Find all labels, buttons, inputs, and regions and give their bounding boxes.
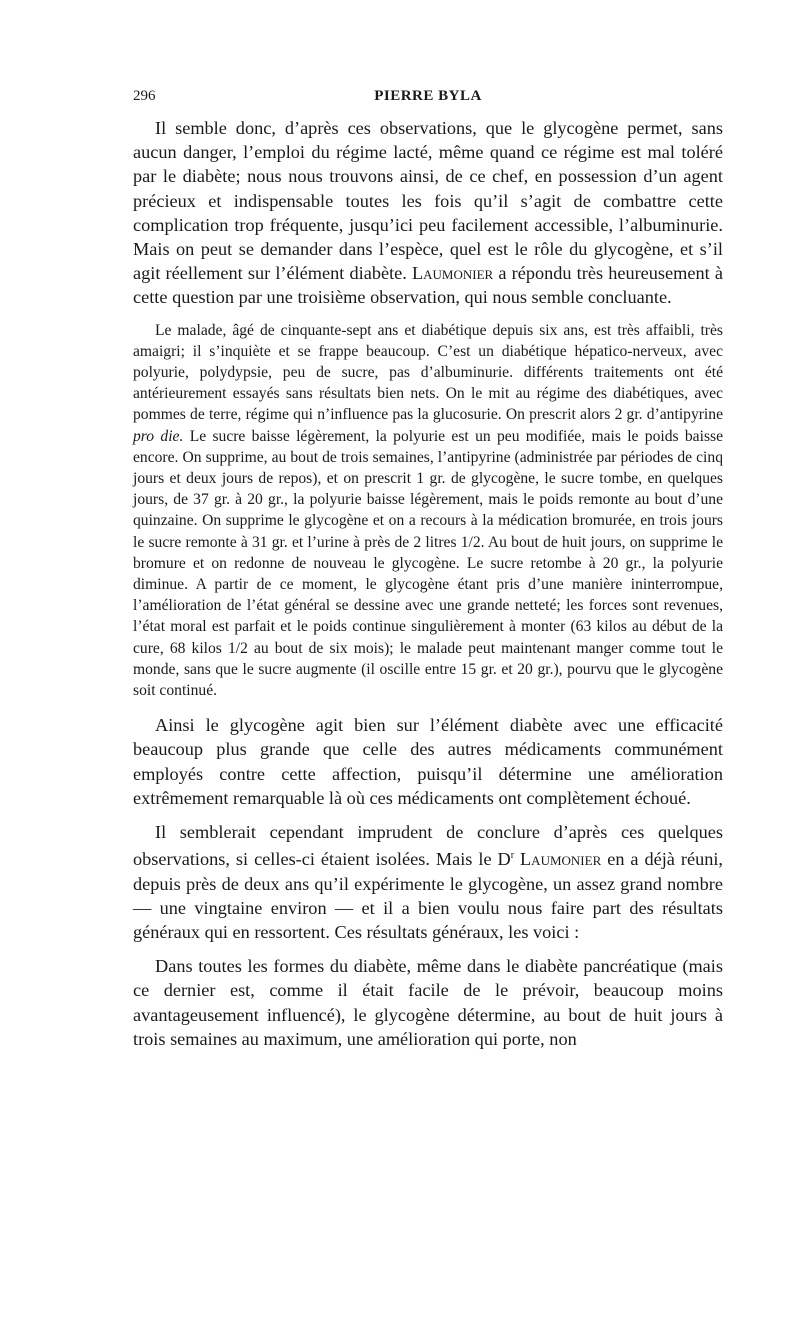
case-observation-text: Le malade, âgé de cinquante-sept ans et diabétique depuis six ans, est très affaibli, très amaigri; il s’inquiète et se frappe beaucoup. C’est un diabétique hépatico-nerveux, avec polyurie, polydypsie, peu de sucre, pas d’albuminurie. différents traitements ont été antérieurement essayés sans résultats bien nets. On le mit au régime des diabétiques, avec pommes de terre, régime qui n’influence pas la glucosurie. On prescrit alors 2 gr. d’antipyrine <box>133 321 723 424</box>
case-observation <box>133 320 723 702</box>
case-observation-text-end: Le sucre baisse légèrement, la polyurie est un peu modifiée, mais le poids baisse encore. On supprime, au bout de trois semaines, l’antipyrine (administrée par périodes de cinq jours et deux jours de repos), et on prescrit 1 gr. de glycogène, le sucre tombe, en quelques jours, de 37 gr. à 20 gr., la polyurie baisse légèrement, mais le poids remonte au bout d’une quinzaine. On supprime le glycogène et on a recours à la médication bromurée, en trois jours le sucre remonte à 31 gr. et l’urine à près de 2 litres 1/2. Au bout de huit jours, on supprime le bromure et on redonne de nouveau le glycogène. Le sucre retombe à 20 gr., la polyurie diminue. A partir de ce moment, le glycogène étant pris d’une manière ininterrompue, l’amélioration de l’état général se dessine avec une grande netteté; les forces sont revenues, l’état moral est parfait et le poids continue singulièrement à monter (63 kilos au début de la cure, 68 kilos 1/2 au bout de six mois); le malade peut maintenant manger comme tout le monde, sans que le sucre augmente (il oscille entre 15 gr. et 20 gr.), pourvu que le glycogène soit continué. <box>133 427 723 700</box>
page-number: 296 <box>133 88 156 104</box>
paragraph-intro <box>133 116 723 310</box>
paragraph-conclusion: Ainsi le glycogène agit bien sur l’élément diabète avec une efficacité beaucoup plus grande que celle des autres médicaments communément employés contre cette affection, puisqu’il détermine une amélioration extrêmement remarquable là où ces médicaments ont complètement échoué. <box>133 715 723 808</box>
doctor-superscript: r <box>510 850 515 862</box>
document-page <box>133 88 723 1051</box>
running-header <box>133 88 723 110</box>
paragraph-intro-text: Il semble donc, d’après ces observations, que le glycogène permet, sans aucun danger, l’emploi du régime lacté, même quand ce régime est mal toléré par le diabète; nous nous trouvons ainsi, de ce chef, en possession d’un agent précieux et indispensable toutes les fois qu’il s’agit de combattre cette complication trop fréquente, jusqu’ici peu facilement accessible, l’albuminurie. Mais on peut se demander dans l’espèce, quel est le rôle du glycogène, et s’il agit réellement sur l’élément diabète. <box>133 118 723 284</box>
author-name: Laumonier <box>411 263 494 284</box>
paragraph-intro-text-end: a répondu très heureusement à cette question par une troisième observation, qui nous semble concluante. <box>133 263 723 308</box>
author-name-2: Laumonier <box>520 849 602 870</box>
running-title: PIERRE BYLA <box>374 88 482 104</box>
case-observation-italic: pro die. <box>133 427 184 445</box>
paragraph-results-intro-text: Il semblerait cependant imprudent de conclure d’après ces quelques observations, si celles-ci étaient isolées. Mais le D <box>133 822 723 870</box>
paragraph-results: Dans toutes les formes du diabète, même dans le diabète pancréatique (mais ce dernier est, comme il était facile de le prévoir, beaucoup moins avantageusement influencé), le glycogène détermine, au bout de huit jours à trois semaines au maximum, une amélioration qui porte, non <box>133 956 723 1049</box>
paragraph-results-intro-text-end: en a déjà réuni, depuis près de deux ans qu’il expérimente le glycogène, un assez grand nombre — une vingtaine environ — et il a bien voulu nous faire part des résultats généraux qui en ressortent. Ces résultats généraux, les voici : <box>133 849 723 942</box>
paragraph-results-intro <box>133 820 723 944</box>
